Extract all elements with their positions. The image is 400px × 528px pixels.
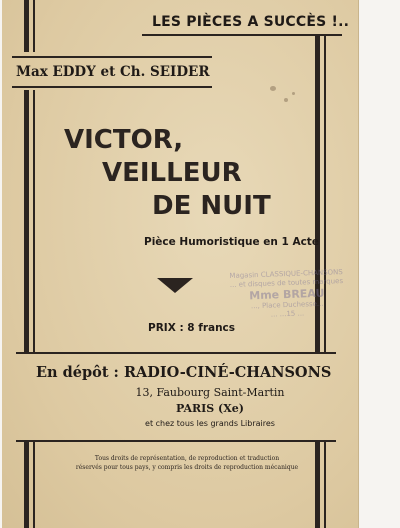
rights-line: réservés pour tous pays, y compris les droits de reproduction mécanique — [75, 464, 299, 471]
series-heading: LES PIÈCES A SUCCÈS !.. — [152, 14, 350, 30]
rights-rule — [16, 440, 336, 442]
depot-rule — [16, 352, 336, 354]
left-border-bar-thin — [33, 442, 35, 528]
triangle-ornament-icon — [157, 278, 193, 293]
price: PRIX : 8 francs — [148, 322, 236, 334]
paper-speck — [292, 92, 295, 95]
paper-speck — [270, 86, 276, 91]
publisher-address: 13, Faubourg Saint-Martin — [135, 386, 285, 399]
stamp-line: ..., Place Duchesse... — [250, 299, 324, 311]
title-line-2: VEILLEUR — [102, 158, 242, 188]
title-line-3: DE NUIT — [152, 191, 271, 221]
left-border-bar — [24, 90, 29, 352]
left-border-bar — [24, 442, 29, 528]
rights-notice — [72, 454, 302, 472]
right-border-bar-thin — [324, 442, 326, 528]
authors-overline — [12, 56, 212, 58]
authors: Max EDDY et Ch. SEIDER — [16, 64, 210, 80]
play-title — [42, 124, 312, 223]
right-border-bar — [315, 442, 320, 528]
left-border-bar-thin — [33, 90, 35, 352]
title-line-1: VICTOR, — [64, 125, 184, 155]
series-underline — [142, 34, 342, 36]
stamp-line: Magasin CLASSIQUE-CHANSONS — [229, 268, 343, 280]
publisher-city: PARIS (Xe) — [175, 402, 244, 415]
stamp-line: ... et disques de toutes marques — [229, 277, 344, 289]
authors-underline — [12, 86, 212, 88]
stamp-line: Mme BREAU — [249, 286, 325, 303]
left-border-bar — [24, 0, 29, 52]
booklet-cover — [2, 0, 359, 528]
left-border-bar-thin — [33, 0, 35, 52]
stamp-line: ... ...15 ... — [270, 309, 305, 319]
paper-speck — [284, 98, 288, 102]
bookseller-stamp — [226, 268, 348, 330]
rights-line: Tous droits de représentation, de reproduction et traduction — [94, 455, 280, 462]
play-subtitle: Pièce Humoristique en 1 Acte — [144, 236, 319, 248]
libraires-note: et chez tous les grands Libraires — [145, 419, 275, 428]
depot-line: En dépôt : RADIO-CINÉ-CHANSONS — [36, 364, 332, 381]
